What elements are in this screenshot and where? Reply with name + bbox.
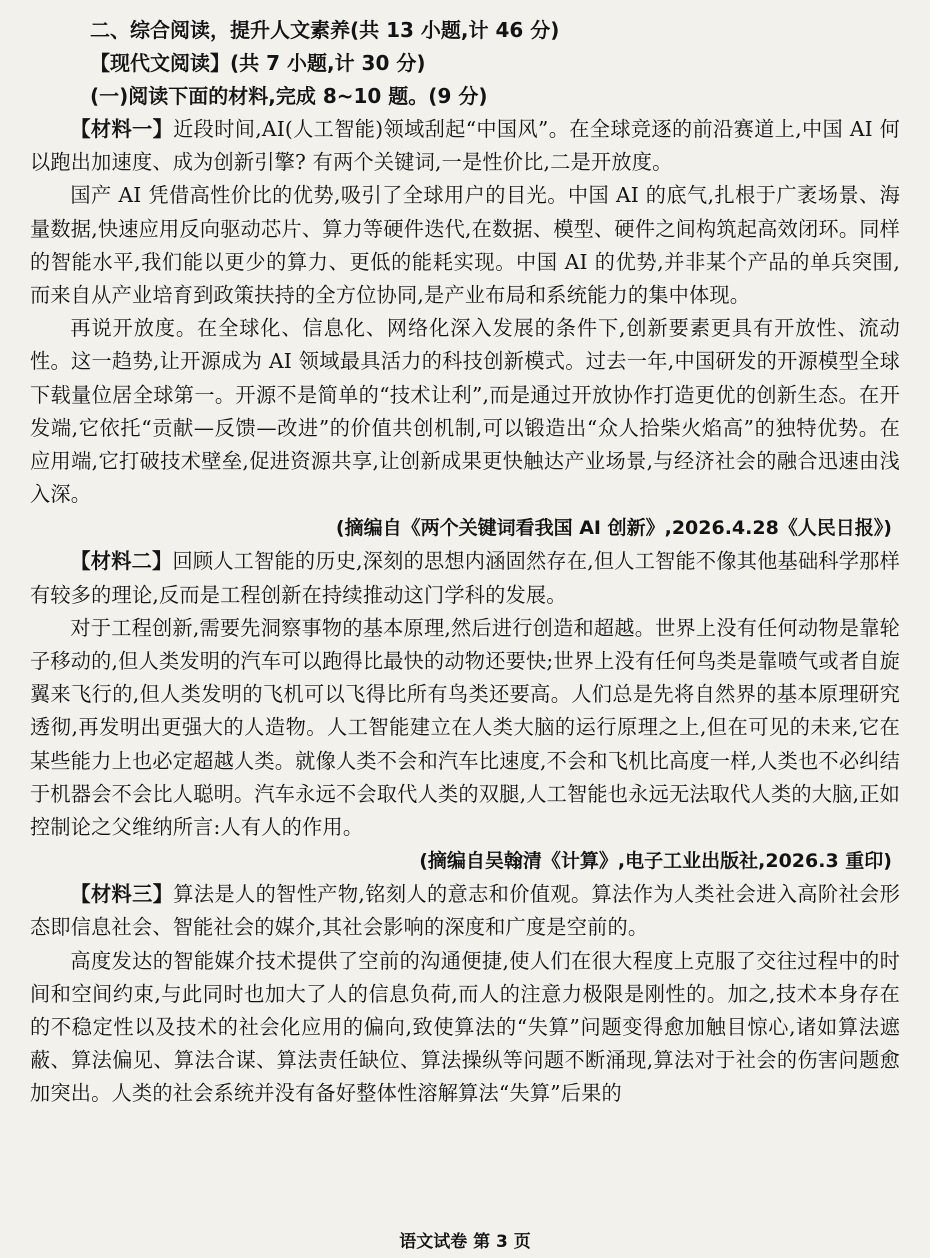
material-two-paragraph-1 [30,545,900,611]
material-one-source: (摘编自《两个关键词看我国 AI 创新》,2026.4.28《人民日报》) [335,517,892,540]
material-one-text-1: 近段时间,AI(人工智能)领域刮起“中国风”。在全球竞逐的前沿赛道上,中国 AI 何以跑出加速度、成为创新引擎? 有两个关键词,一是性价比,二是开放度。 [30,117,900,175]
material-one-paragraph-3: 再说开放度。在全球化、信息化、网络化深入发展的条件下,创新要素更具有开放性、流动性。这一趋势,让开源成为 AI 领域最具活力的科技创新模式。过去一年,中国研发的开源模型全球下载量位居全球第一。开源不是简单的“技术让利”,而是通过开放协作打造更优的创新生态。在开发端,它依托“贡献—反馈—改进”的价值共创机制,可以锻造出“众人拾柴火焰高”的独特优势。在应用端,它打破技术壁垒,促进资源共享,让创新成果更快触达产业场景,与经济社会的融合迅速由浅入深。 [30,316,900,507]
material-three-paragraph-1 [30,878,900,944]
material-one-paragraph-2: 国产 AI 凭借高性价比的优势,吸引了全球用户的目光。中国 AI 的底气,扎根于广袤场景、海量数据,快速应用反向驱动芯片、算力等硬件迭代,在数据、模型、硬件之间构筑起高效闭环。同样的智能水平,我们能以更少的算力、更低的能耗实现。中国 AI 的优势,并非某个产品的单兵突围,而来自从产业培育到政策扶持的全方位协同,是产业布局和系统能力的集中体现。 [30,183,900,308]
material-three [30,878,900,1110]
material-three-paragraph-2: 高度发达的智能媒介技术提供了空前的沟通便捷,使人们在很大程度上克服了交往过程中的时间和空间约束,与此同时也加大了人的信息负荷,而人的注意力极限是刚性的。加之,技术本身存在的不稳定性以及技术的社会化应用的偏向,致使算法的“失算”问题变得愈加触目惊心,诸如算法遮蔽、算法偏见、算法合谋、算法责任缺位、算法操纵等问题不断涌现,算法对于社会的伤害问题愈加突出。人类的社会系统并没有备好整体性溶解算法“失算”后果的 [30,948,900,1106]
material-two-paragraph-2: 对于工程创新,需要先洞察事物的基本原理,然后进行创造和超越。世界上没有任何动物是靠轮子移动的,但人类发明的汽车可以跑得比最快的动物还要快;世界上没有任何鸟类是靠喷气或者自旋翼来飞行的,但人类发明的飞机可以飞得比所有鸟类还要高。人们总是先将自然界的基本原理研究透彻,再发明出更强大的人造物。人工智能建立在人类大脑的运行原理之上,但在可见的未来,它在某些能力上也必定超越人类。就像人类不会和汽车比速度,不会和飞机比高度一样,人类也不必纠结于机器会不会比人聪明。汽车永远不会取代人类的双腿,人工智能也永远无法取代人类的大脑,正如控制论之父维纳所言:人有人的作用。 [30,615,900,840]
material-two-text-1: 回顾人工智能的历史,深刻的思想内涵固然存在,但人工智能不像其他基础科学那样有较多的理论,反而是工程创新在持续推动这门学科的发展。 [30,549,900,607]
material-three-text-1: 算法是人的智性产物,铭刻人的意志和价值观。算法作为人类社会进入高阶社会形态即信息社会、智能社会的媒介,其社会影响的深度和广度是空前的。 [30,882,900,940]
subsection-title: 【现代文阅读】(共 7 小题,计 30 分) [90,51,426,75]
material-two [30,545,900,878]
material-one-paragraph-1 [30,113,900,179]
material-three-label: 【材料三】 [70,882,174,907]
page-footer: 语文试卷 第 3 页 [399,1232,531,1252]
material-two-source: (摘编自吴翰清《计算》,电子工业出版社,2026.3 重印) [419,850,892,873]
section-title: 二、综合阅读，提升人文素养(共 13 小题,计 46 分) [90,18,560,42]
material-one-label: 【材料一】 [70,117,174,141]
part-title: (一)阅读下面的材料,完成 8~10 题。(9 分) [90,84,488,108]
material-two-label: 【材料二】 [70,549,173,574]
material-one [30,113,900,545]
